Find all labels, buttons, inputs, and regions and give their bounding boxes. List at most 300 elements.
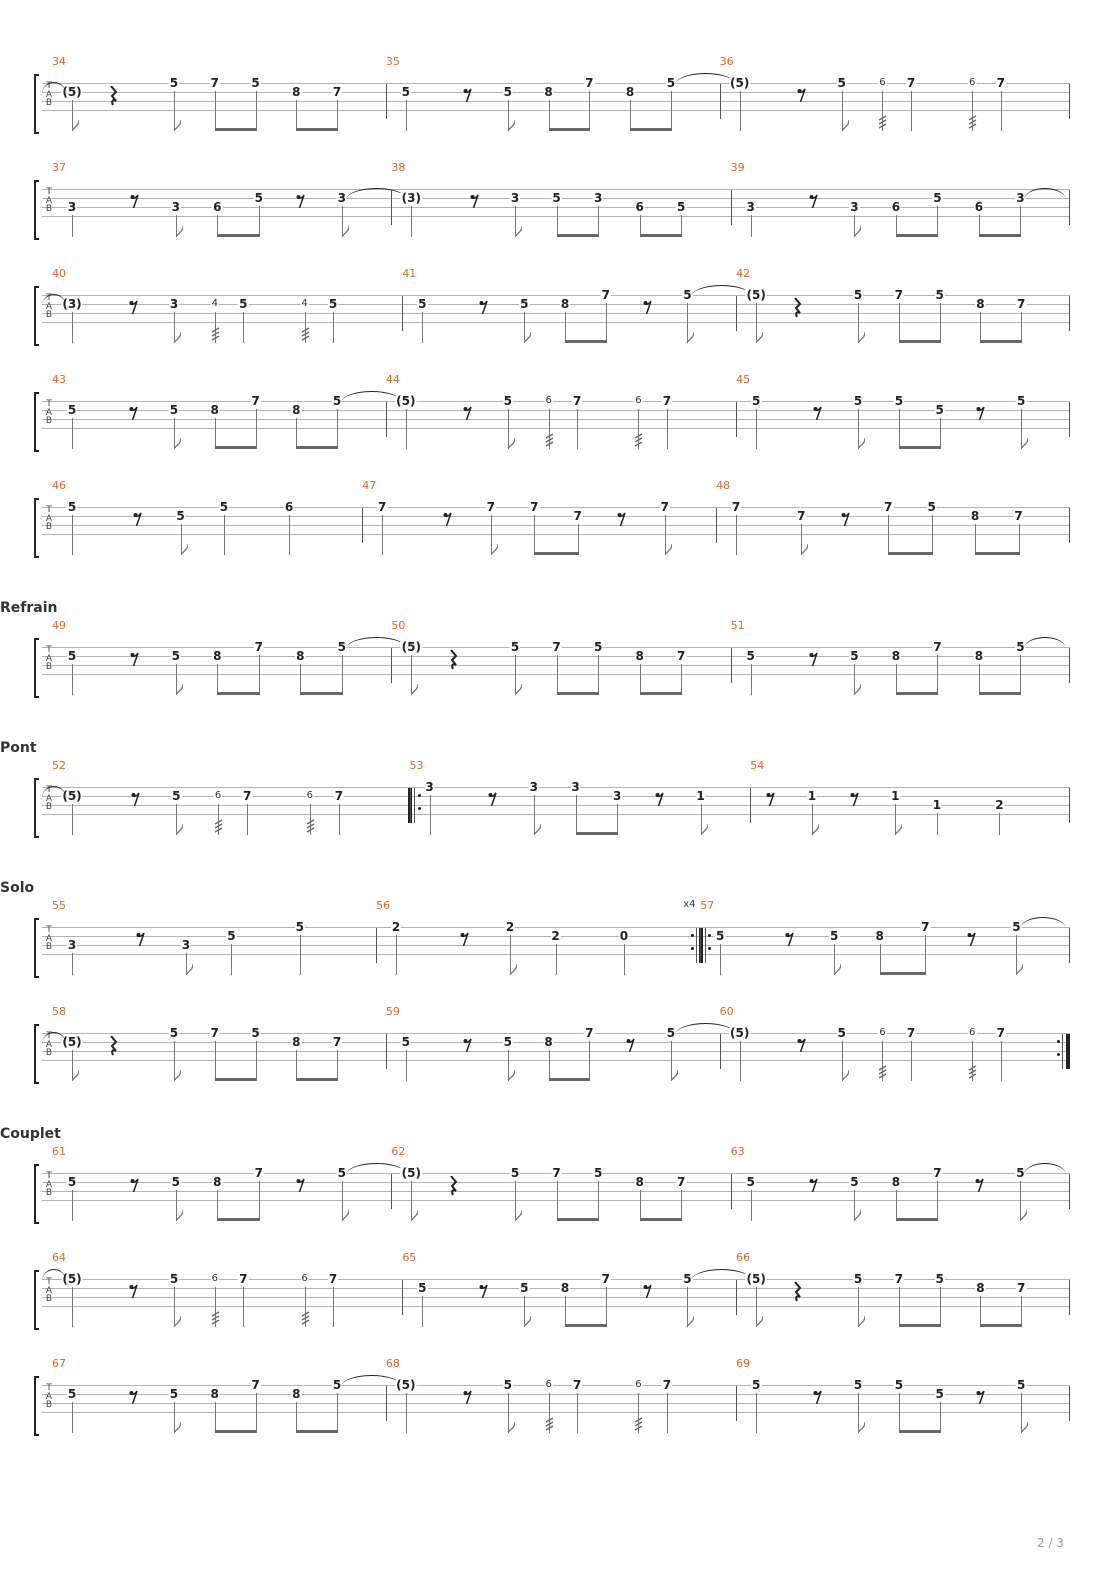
tab-clef-letter: T: [46, 81, 52, 91]
note-stem: [1001, 91, 1002, 131]
fret-number: 6: [213, 200, 222, 214]
tie-arc: [346, 1163, 408, 1175]
note-stem: [72, 418, 73, 449]
note-stem: [72, 1287, 73, 1327]
note-stem: [72, 804, 73, 835]
fret-number: 6: [974, 200, 984, 214]
note-stem: [296, 100, 297, 131]
note-beam: [565, 340, 607, 343]
fret-number: 8: [213, 649, 222, 663]
note-beam: [896, 1218, 939, 1221]
fret-number: 5: [169, 1272, 179, 1286]
measure-number: 45: [736, 373, 751, 386]
thirty-second-flags: [968, 114, 977, 130]
measure-number: 46: [52, 479, 66, 492]
note-stem: [720, 944, 721, 975]
tab-clef-letter: A: [45, 1285, 53, 1296]
fret-number: 7: [573, 394, 582, 408]
note-stem: [932, 515, 933, 555]
fret-number: 1: [696, 789, 705, 803]
note-beam: [640, 234, 683, 237]
fret-number: 5: [520, 1281, 529, 1295]
tab-clef-letter: T: [46, 645, 52, 655]
eighth-rest: [813, 1390, 822, 1404]
note-stem: [896, 1190, 897, 1221]
eighth-rest: [617, 512, 626, 526]
measure-number: 68: [385, 1357, 400, 1370]
fret-number: 3: [337, 191, 346, 205]
fret-number: (5): [401, 640, 421, 654]
measure-number: 37: [52, 161, 66, 174]
barline: [362, 508, 363, 543]
note-stem: [406, 409, 407, 449]
note-beam: [296, 1430, 338, 1433]
note-stem: [1019, 524, 1020, 555]
note-beam: [899, 446, 941, 449]
fret-number: 6: [969, 1027, 976, 1038]
thirty-second-flags: [214, 818, 223, 834]
eighth-flag: [1020, 1208, 1027, 1220]
note-stem: [756, 1393, 757, 1433]
eighth-flag: [508, 118, 515, 130]
tab-string-line: [42, 814, 1070, 815]
note-stem: [589, 91, 590, 131]
note-stem: [342, 655, 343, 695]
eighth-flag: [858, 1314, 865, 1326]
fret-number: 3: [850, 200, 859, 214]
tab-clef: [44, 188, 54, 214]
note-stem: [598, 206, 599, 237]
fret-number: 2: [505, 920, 515, 934]
eighth-flag: [1021, 436, 1028, 448]
note-stem: [671, 91, 672, 131]
note-stem: [72, 1402, 73, 1433]
tab-string-line: [42, 92, 1070, 93]
repeat-dot: [1057, 1040, 1060, 1043]
measure-number: 36: [719, 55, 734, 68]
measure-number: 58: [52, 1005, 66, 1018]
fret-number: 5: [853, 1272, 863, 1286]
fret-number: 7: [676, 649, 686, 663]
note-stem: [1020, 655, 1021, 695]
note-beam: [975, 552, 1019, 555]
fret-number: 7: [332, 85, 342, 99]
tab-string-line: [42, 1297, 1070, 1298]
fret-number: 8: [544, 85, 553, 99]
eighth-rest: [463, 406, 472, 420]
fret-number: 6: [879, 1027, 886, 1038]
note-stem: [72, 953, 73, 975]
fret-number: 6: [545, 1379, 552, 1390]
note-stem: [549, 1050, 550, 1081]
eighth-rest: [460, 932, 469, 946]
fret-number: 5: [337, 640, 346, 654]
barline: [736, 402, 737, 437]
note-stem: [888, 515, 889, 555]
system-brace: [34, 1024, 39, 1084]
note-beam: [899, 1430, 941, 1433]
note-stem: [396, 935, 397, 975]
thirty-second-flags: [634, 1416, 643, 1432]
note-stem: [1021, 1296, 1022, 1327]
fret-number: 5: [503, 394, 513, 408]
tab-clef-letter: B: [45, 98, 53, 108]
note-stem: [940, 1402, 941, 1433]
eighth-flag: [1016, 962, 1023, 974]
fret-number: 7: [1014, 509, 1023, 523]
eighth-rest: [488, 792, 497, 806]
fret-number: 5: [503, 1035, 512, 1049]
fret-number: 7: [486, 500, 496, 514]
note-stem: [422, 312, 423, 343]
tab-clef-letter: T: [46, 785, 52, 795]
note-stem: [556, 944, 557, 975]
fret-number: 5: [254, 191, 263, 205]
tab-clef-letter: A: [45, 1039, 53, 1050]
note-stem: [1001, 1041, 1002, 1081]
fret-number: 6: [306, 790, 313, 801]
note-stem: [911, 1041, 912, 1081]
note-stem: [751, 215, 752, 237]
note-beam: [888, 552, 932, 555]
measure-number: 39: [730, 161, 745, 174]
note-stem: [259, 655, 260, 695]
note-stem: [736, 515, 737, 555]
fret-number: 7: [601, 288, 610, 302]
note-stem: [549, 100, 550, 131]
tab-system: [34, 899, 1070, 980]
tab-string-line: [42, 534, 1070, 535]
fret-number: 1: [932, 798, 942, 812]
note-stem: [72, 1190, 73, 1221]
note-stem: [382, 515, 383, 555]
thirty-second-flags: [211, 326, 220, 342]
quarter-rest: [792, 1282, 802, 1302]
fret-number: 3: [171, 200, 180, 214]
fret-number: 7: [1017, 297, 1026, 311]
note-stem: [406, 1050, 407, 1081]
system-brace: [34, 1270, 39, 1330]
fret-number: 8: [875, 929, 884, 943]
fret-number: 5: [503, 85, 512, 99]
measure-number: 35: [385, 55, 400, 68]
tab-clef-letter: A: [45, 301, 53, 312]
fret-number: 8: [625, 85, 635, 99]
fret-number: 5: [418, 1281, 427, 1295]
eighth-rest: [463, 1038, 472, 1052]
fret-number: 5: [169, 403, 179, 417]
system-brace: [34, 778, 39, 838]
barline: [705, 928, 706, 963]
fret-number: 8: [976, 297, 985, 311]
fret-number: 5: [837, 1026, 846, 1040]
barline: [700, 928, 701, 963]
note-stem: [243, 1287, 244, 1327]
fret-number: 7: [996, 76, 1005, 90]
fret-number: 7: [210, 76, 219, 90]
barline: [731, 1174, 732, 1209]
note-stem: [598, 655, 599, 695]
tab-system: [34, 373, 1070, 454]
fret-number: (5): [396, 394, 416, 408]
fret-number: 7: [660, 500, 669, 514]
thirty-second-flags: [301, 1310, 310, 1326]
barline: [1069, 1386, 1070, 1421]
note-stem: [598, 1181, 599, 1221]
page-number: 2 / 3: [1037, 1536, 1064, 1550]
note-stem: [256, 1393, 257, 1433]
note-beam: [980, 340, 1022, 343]
section-label: Pont: [0, 740, 37, 756]
fret-number: 5: [169, 1387, 179, 1401]
note-stem: [215, 1402, 216, 1433]
eighth-flag: [176, 224, 183, 236]
note-stem: [337, 100, 338, 131]
measure-number: 50: [391, 619, 406, 632]
barline: [376, 928, 377, 963]
note-beam: [215, 446, 257, 449]
barline: [1069, 508, 1070, 543]
eighth-flag: [515, 1208, 522, 1220]
note-stem: [406, 1393, 407, 1433]
tab-system: [34, 619, 1070, 700]
fret-number: 7: [894, 288, 904, 302]
eighth-rest: [643, 1284, 652, 1298]
tab-string-line: [42, 322, 1070, 323]
eighth-rest: [136, 932, 145, 946]
tie-arc: [1024, 1163, 1066, 1175]
fret-number: 7: [328, 1272, 338, 1286]
fret-number: 1: [891, 789, 900, 803]
fret-number: 5: [1016, 1166, 1025, 1180]
measure-number: 56: [376, 899, 391, 912]
note-stem: [940, 1287, 941, 1327]
fret-number: 7: [210, 1026, 219, 1040]
note-beam: [630, 128, 672, 131]
note-stem: [979, 664, 980, 695]
note-beam: [640, 1218, 683, 1221]
fret-number: 7: [332, 1035, 342, 1049]
note-stem: [606, 1287, 607, 1327]
note-stem: [624, 944, 625, 975]
note-beam: [565, 1324, 607, 1327]
section-label: Refrain: [0, 600, 58, 616]
system-brace: [34, 286, 39, 346]
note-stem: [578, 524, 579, 555]
note-stem: [681, 1190, 682, 1221]
tab-clef-letter: B: [45, 1294, 53, 1304]
barline: [716, 508, 717, 543]
thirty-second-flags: [878, 1064, 887, 1080]
note-stem: [980, 312, 981, 343]
tab-string-line: [42, 189, 1070, 190]
tie-arc: [675, 1023, 736, 1035]
eighth-flag: [687, 330, 694, 342]
fret-number: 5: [894, 394, 904, 408]
fret-number: 7: [933, 640, 942, 654]
eighth-rest: [296, 194, 305, 208]
tab-system: [34, 1145, 1070, 1226]
fret-number: 5: [746, 649, 755, 663]
eighth-rest: [976, 406, 985, 420]
tab-clef-letter: B: [45, 662, 53, 672]
note-beam: [217, 1218, 260, 1221]
note-stem: [300, 935, 301, 975]
eighth-flag: [1021, 1420, 1028, 1432]
note-stem: [333, 1287, 334, 1327]
fret-number: (5): [62, 85, 82, 99]
eighth-flag: [854, 1208, 861, 1220]
fret-number: 5: [176, 509, 185, 523]
eighth-rest: [643, 300, 652, 314]
fret-number: 5: [332, 1378, 342, 1392]
eighth-rest: [129, 406, 138, 420]
fret-number: (5): [730, 1026, 750, 1040]
tab-string-line: [42, 1288, 1070, 1289]
barline: [1069, 402, 1070, 437]
eighth-flag: [801, 542, 808, 554]
note-stem: [215, 1041, 216, 1081]
measure-number: 48: [716, 479, 731, 492]
eighth-flag: [72, 1068, 79, 1080]
measure-number: 64: [52, 1251, 66, 1264]
tab-clef-letter: A: [45, 1179, 53, 1190]
fret-number: (5): [62, 789, 82, 803]
tab-clef: [44, 1172, 54, 1198]
tab-string-line: [42, 304, 1070, 305]
fret-number: 5: [853, 394, 863, 408]
measure-number: 53: [409, 759, 424, 772]
fret-number: 7: [906, 76, 916, 90]
tie-arc: [346, 637, 408, 649]
fret-number: 6: [635, 200, 644, 214]
fret-number: 6: [969, 77, 976, 88]
fret-number: 7: [676, 1175, 686, 1189]
fret-number: 5: [853, 288, 863, 302]
tab-string-line: [42, 110, 1070, 111]
barline: [696, 928, 697, 963]
note-stem: [215, 418, 216, 449]
barline: [414, 788, 415, 823]
thirty-second-flags: [306, 818, 315, 834]
barline: [1069, 788, 1070, 823]
tab-string-line: [42, 1051, 1070, 1052]
thirty-second-flags: [211, 1310, 220, 1326]
tab-string-line: [42, 1403, 1070, 1404]
fret-number: 5: [219, 500, 229, 514]
note-stem: [899, 1393, 900, 1433]
eighth-rest: [443, 512, 452, 526]
tab-system: [34, 1357, 1070, 1438]
note-stem: [576, 795, 577, 835]
barline: [391, 190, 392, 225]
fret-number: 5: [295, 920, 304, 934]
tab-clef-letter: A: [45, 793, 53, 804]
note-stem: [740, 1041, 741, 1081]
barline: [731, 190, 732, 225]
eighth-flag: [72, 118, 79, 130]
fret-number: 7: [797, 509, 806, 523]
fret-number: 5: [169, 1026, 179, 1040]
system-brace: [34, 180, 39, 240]
tie-arc: [42, 1269, 66, 1281]
thirty-second-flags: [545, 1416, 554, 1432]
tab-string-line: [42, 796, 1070, 797]
note-stem: [911, 91, 912, 131]
tab-clef: [44, 646, 54, 672]
note-stem: [975, 524, 976, 555]
eighth-rest: [479, 1284, 488, 1298]
measure-number: 69: [736, 1357, 751, 1370]
note-stem: [589, 1041, 590, 1081]
fret-number: 7: [239, 1272, 248, 1286]
eighth-rest: [463, 88, 472, 102]
fret-number: 8: [544, 1035, 553, 1049]
fret-number: 7: [933, 1166, 942, 1180]
eighth-rest: [797, 1038, 806, 1052]
note-stem: [224, 515, 225, 555]
note-stem: [630, 100, 631, 131]
tab-string-line: [42, 295, 1070, 296]
note-beam: [640, 692, 683, 695]
note-stem: [980, 1296, 981, 1327]
note-stem: [557, 655, 558, 695]
barline: [1069, 1280, 1070, 1315]
fret-number: 3: [593, 191, 603, 205]
eighth-flag: [508, 1068, 515, 1080]
measure-number: 40: [52, 267, 66, 280]
thirty-second-flags: [545, 432, 554, 448]
system-brace: [34, 498, 39, 558]
fret-number: 5: [510, 640, 520, 654]
fret-number: 3: [571, 780, 580, 794]
note-stem: [565, 312, 566, 343]
barline: [1069, 928, 1070, 963]
note-stem: [406, 100, 407, 131]
note-stem: [411, 206, 412, 237]
fret-number: (5): [396, 1378, 416, 1392]
tab-clef: [44, 1278, 54, 1304]
tab-clef-letter: B: [45, 204, 53, 214]
eighth-rest: [131, 792, 140, 806]
note-stem: [557, 1181, 558, 1221]
barline: [386, 1034, 387, 1069]
fret-number: 4: [211, 298, 218, 309]
note-stem: [880, 944, 881, 975]
fret-number: 0: [619, 929, 629, 943]
barline: [386, 84, 387, 119]
eighth-flag: [411, 682, 418, 694]
thirty-second-flags: [301, 326, 310, 342]
note-stem: [896, 664, 897, 695]
fret-number: 5: [172, 789, 181, 803]
note-stem: [337, 1393, 338, 1433]
tab-clef: [44, 400, 54, 426]
measure-number: 42: [736, 267, 751, 280]
tab-system: [34, 1005, 1070, 1086]
measure-number: 63: [730, 1145, 745, 1158]
tab-system: [34, 161, 1070, 242]
tab-clef: [44, 926, 54, 952]
fret-number: 5: [751, 394, 761, 408]
fret-number: (5): [62, 1035, 82, 1049]
eighth-flag: [515, 224, 522, 236]
measure-number: 57: [700, 899, 715, 912]
barline: [402, 1280, 403, 1315]
fret-number: 5: [933, 191, 942, 205]
fret-number: 7: [1017, 1281, 1026, 1295]
note-stem: [337, 409, 338, 449]
